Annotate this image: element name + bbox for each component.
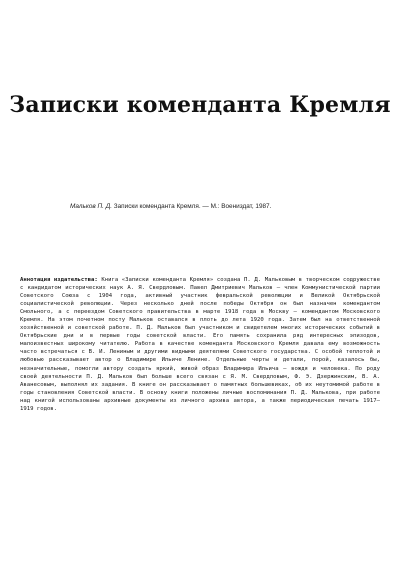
page-title: Записки коменданта Кремля — [9, 92, 391, 118]
publisher-annotation — [20, 276, 380, 413]
citation-author: Мальков П. Д. — [70, 203, 112, 210]
citation-details: Записки коменданта Кремля. — М.: Воениздат, 1987. — [113, 203, 272, 210]
bibliographic-citation — [70, 203, 370, 211]
annotation-text: Книга «Записки коменданта Кремля» создана П. Д. Мальковым в творческом содружестве с кандидатом исторических наук А. Я. Свердловым. Павел Дмитриевич Мальков — член Коммунистической партии Советского Союза с 1904 года, активный участник февральской революции и Великой Октябрьской социалистической революции. Через несколько дней после победы Октября он был назначен комендантом Смольного, а с переездом Советского правительства в марте 1918 года в Москву — комендантом Московского Кремля. На этом почетном посту Мальков оставался в плоть до лета 1920 года. Затем был на ответственной хозяйственной и советской работе. П. Д. Мальков был участником и свидетелем многих исторических событий в Октябрьские дни и в первые годы советской власти. Его память сохранила ряд интересных эпизодов, малоизвестных широкому читателю. Работа в качестве коменданта Московского Кремля давала ему возможность часто встречаться с В. И. Лениным и другими видными деятелями Советского государства. С особой теплотой и любовью рассказывает автор о Владимире Ильиче Ленине. Отдельные черты и детали, порой, казалось бы, незначительные, помогли автору создать яркий, живой образ Владимира Ильича — вождя и человека. По роду своей деятельности П. Д. Мальков был больше всего связан с Я. М. Свердловым, Ф. Э. Дзержинским, В. А. Аванесовым, выполнял их задания. В книге он рассказывает о памятных большевиках, об их неутомимой работе в годы становления Советской власти. В основу книги положены личные воспоминания П. Д. Малькова, при работе над книгой использованы архивные документы из личного архива автора, а также периодическая печать 1917–1919 годов. — [20, 277, 380, 412]
annotation-label: Аннотация издательства: — [20, 277, 98, 283]
